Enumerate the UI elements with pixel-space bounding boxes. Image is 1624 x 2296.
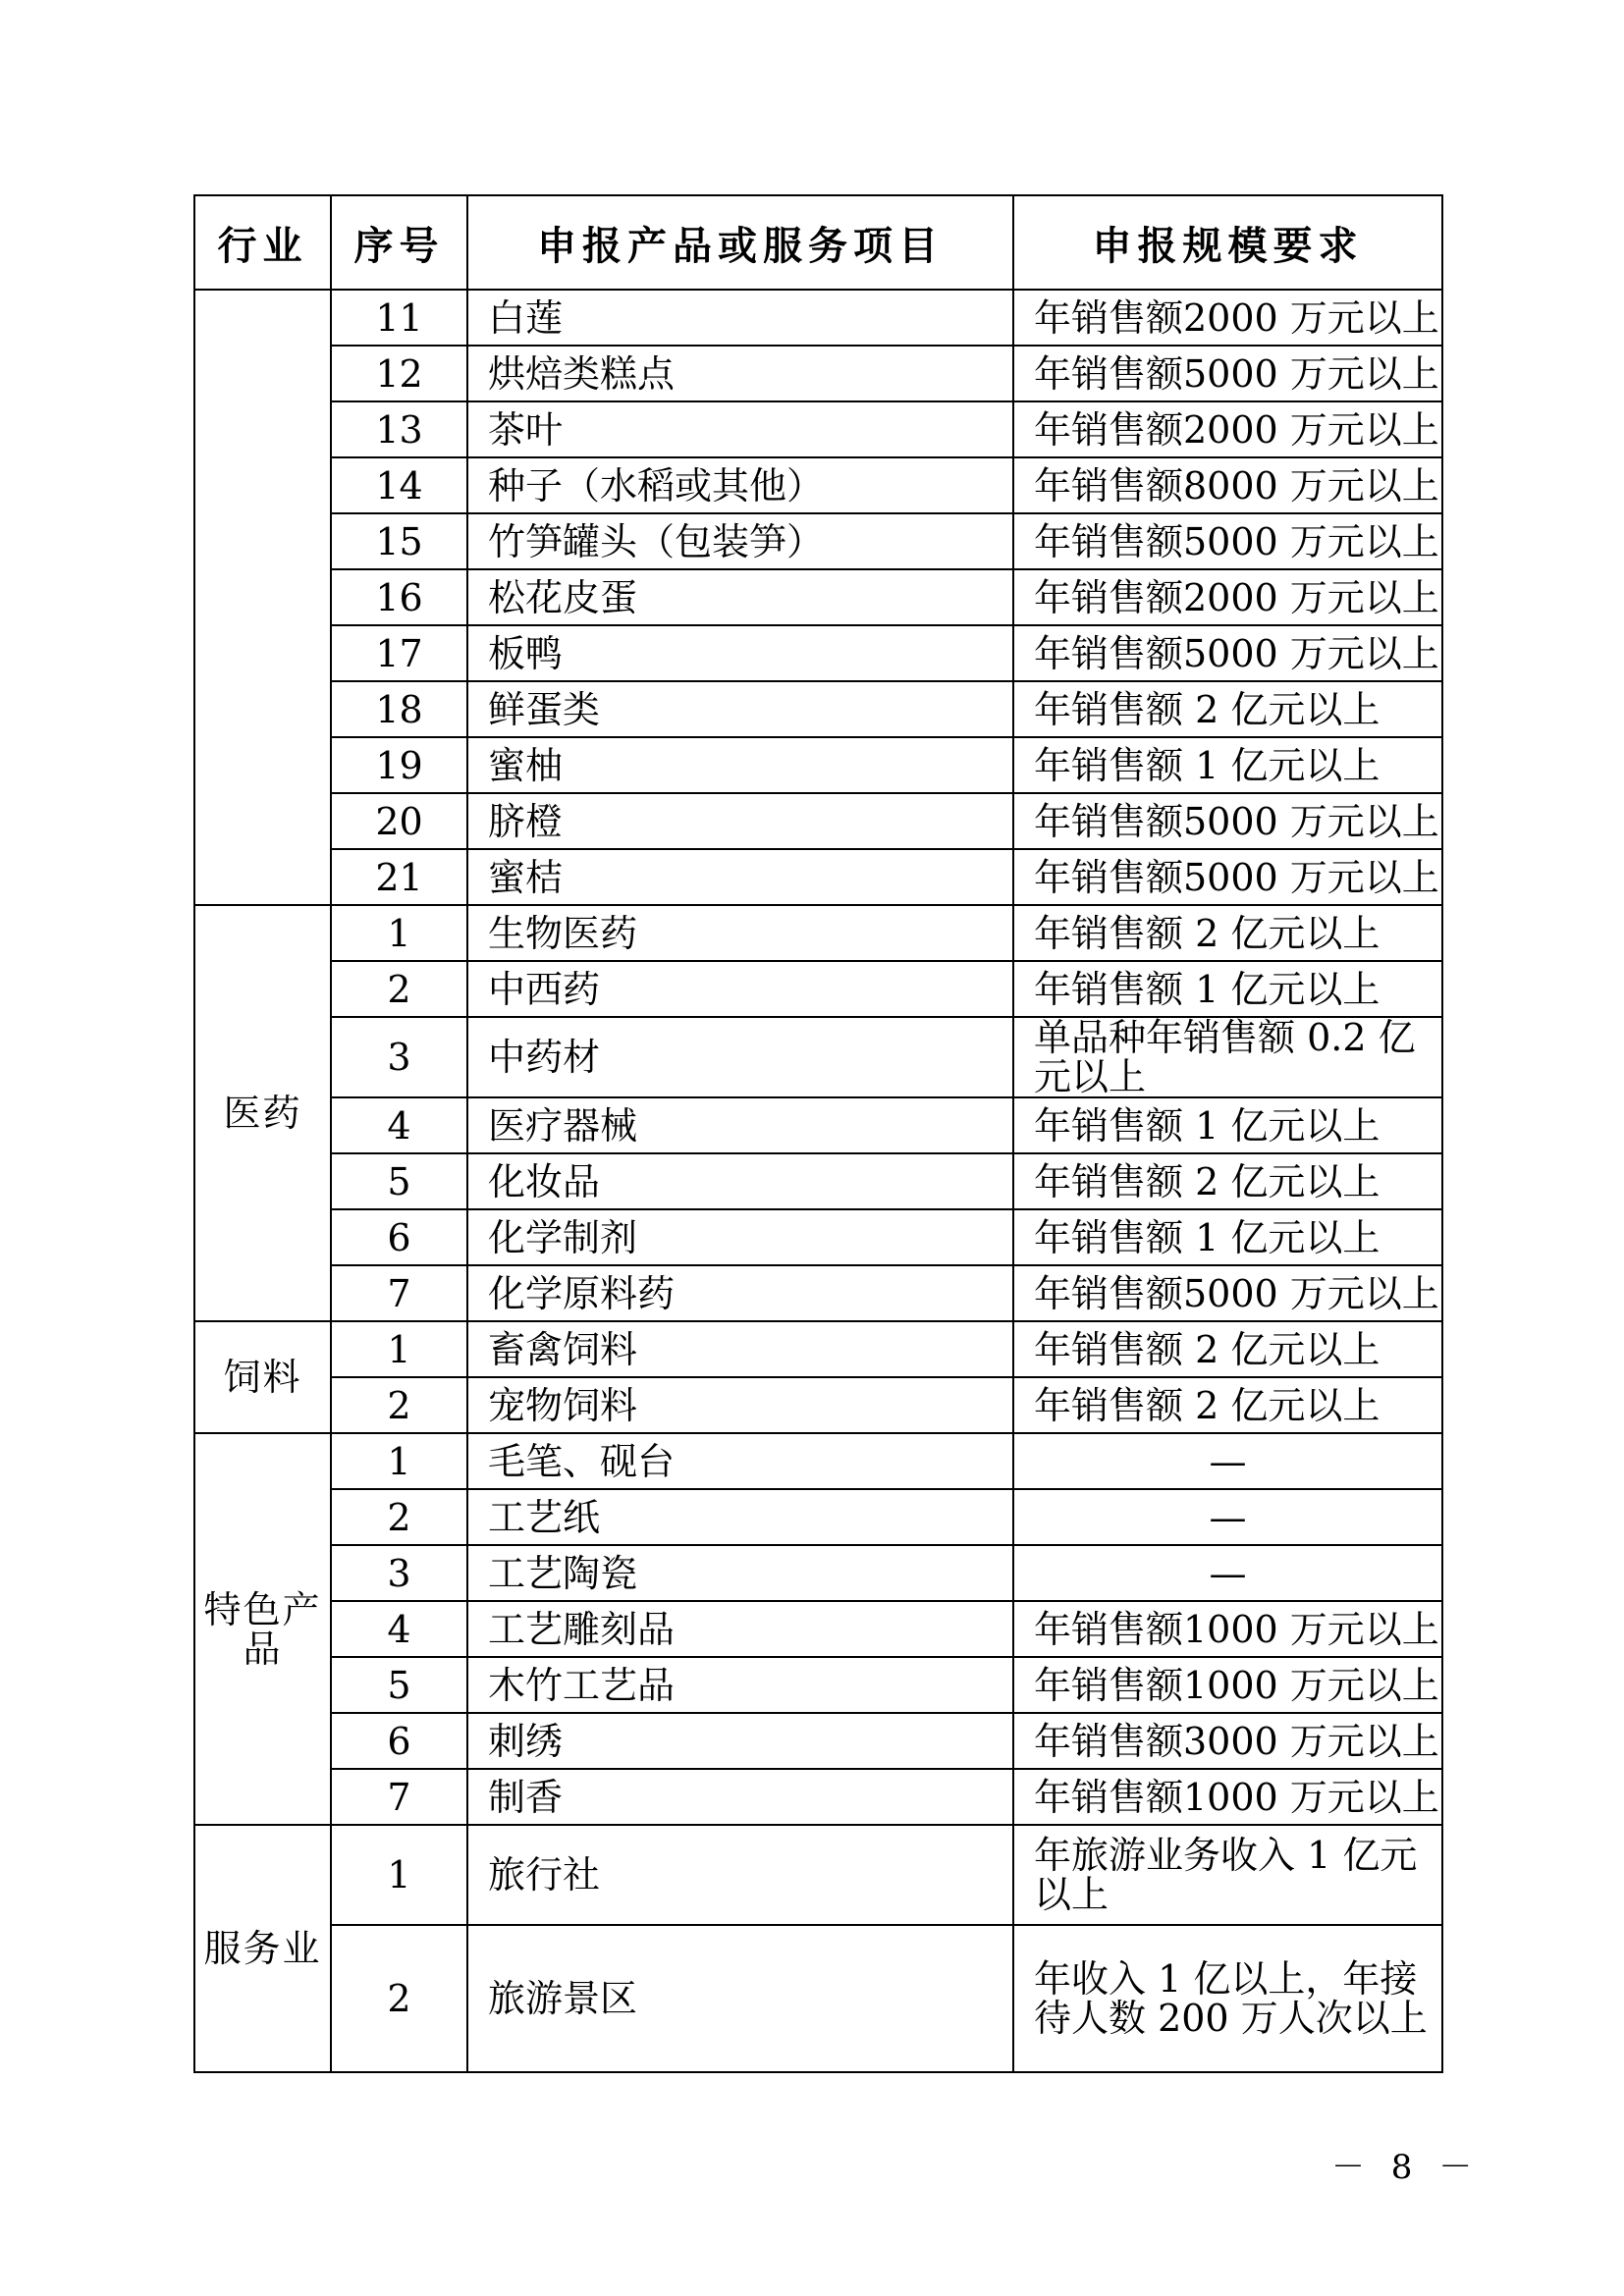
- item-cell: 木竹工艺品: [467, 1657, 1013, 1713]
- number-cell: 1: [331, 905, 467, 961]
- industry-cell: 特色产品: [194, 1433, 331, 1825]
- number-cell: 18: [331, 681, 467, 737]
- number-cell: 6: [331, 1209, 467, 1265]
- number-cell: 21: [331, 849, 467, 905]
- table-row: [194, 1489, 1442, 1545]
- item-cell: 松花皮蛋: [467, 569, 1013, 625]
- number-cell: 19: [331, 737, 467, 793]
- number-cell: 13: [331, 401, 467, 457]
- requirement-cell: 年销售额 2 亿元以上: [1013, 1321, 1442, 1377]
- table-row: [194, 793, 1442, 849]
- item-cell: 工艺纸: [467, 1489, 1013, 1545]
- item-cell: 板鸭: [467, 625, 1013, 681]
- table-row: [194, 569, 1442, 625]
- industry-cell: 饲料: [194, 1321, 331, 1433]
- requirement-cell: 年销售额1000 万元以上: [1013, 1769, 1442, 1825]
- requirement-cell: 年销售额5000 万元以上: [1013, 793, 1442, 849]
- table-row: [194, 1657, 1442, 1713]
- number-cell: 3: [331, 1545, 467, 1601]
- table-body: [194, 290, 1442, 2072]
- requirement-cell: 年销售额 2 亿元以上: [1013, 1153, 1442, 1209]
- requirement-cell: 年销售额5000 万元以上: [1013, 346, 1442, 401]
- number-cell: 4: [331, 1097, 467, 1153]
- number-cell: 7: [331, 1769, 467, 1825]
- item-cell: 旅游景区: [467, 1925, 1013, 2072]
- requirement-cell: 年销售额2000 万元以上: [1013, 401, 1442, 457]
- item-cell: 蜜柚: [467, 737, 1013, 793]
- number-cell: 6: [331, 1713, 467, 1769]
- application-scale-table: [193, 194, 1443, 2073]
- table-row: [194, 1017, 1442, 1097]
- item-cell: 化妆品: [467, 1153, 1013, 1209]
- item-cell: 畜禽饲料: [467, 1321, 1013, 1377]
- requirement-cell: 年销售额5000 万元以上: [1013, 849, 1442, 905]
- requirement-cell: 年销售额2000 万元以上: [1013, 569, 1442, 625]
- table-row: [194, 961, 1442, 1017]
- number-cell: 20: [331, 793, 467, 849]
- header-item: 申报产品或服务项目: [467, 195, 1013, 290]
- item-cell: 中药材: [467, 1017, 1013, 1097]
- table-row: [194, 737, 1442, 793]
- industry-cell: 服务业: [194, 1825, 331, 2072]
- requirement-cell: 年收入 1 亿以上，年接待人数 200 万人次以上: [1013, 1925, 1442, 2072]
- requirement-cell: 年销售额5000 万元以上: [1013, 1265, 1442, 1321]
- table-row: [194, 401, 1442, 457]
- table-row: [194, 905, 1442, 961]
- requirement-cell: 年销售额5000 万元以上: [1013, 625, 1442, 681]
- number-cell: 2: [331, 1377, 467, 1433]
- table-row: [194, 1377, 1442, 1433]
- number-cell: 17: [331, 625, 467, 681]
- requirement-cell: 年销售额1000 万元以上: [1013, 1601, 1442, 1657]
- requirement-cell: 年销售额 1 亿元以上: [1013, 1209, 1442, 1265]
- table-row: [194, 1545, 1442, 1601]
- requirement-cell: 年销售额 1 亿元以上: [1013, 961, 1442, 1017]
- industry-cell: 医药: [194, 905, 331, 1321]
- table-row: [194, 1097, 1442, 1153]
- table-row: [194, 1769, 1442, 1825]
- number-cell: 11: [331, 290, 467, 346]
- table-row: [194, 1153, 1442, 1209]
- table-row: [194, 1321, 1442, 1377]
- number-cell: 1: [331, 1433, 467, 1489]
- item-cell: 化学制剂: [467, 1209, 1013, 1265]
- number-cell: 2: [331, 1925, 467, 2072]
- requirement-cell: 年销售额 2 亿元以上: [1013, 905, 1442, 961]
- table-row: [194, 346, 1442, 401]
- number-cell: 2: [331, 961, 467, 1017]
- table-row: [194, 1433, 1442, 1489]
- item-cell: 刺绣: [467, 1713, 1013, 1769]
- table-row: [194, 290, 1442, 346]
- requirement-cell: 年销售额 1 亿元以上: [1013, 737, 1442, 793]
- table-row: [194, 1925, 1442, 2072]
- item-cell: 中西药: [467, 961, 1013, 1017]
- number-cell: 1: [331, 1321, 467, 1377]
- requirement-cell: 年销售额 2 亿元以上: [1013, 681, 1442, 737]
- item-cell: 脐橙: [467, 793, 1013, 849]
- item-cell: 种子（水稻或其他）: [467, 457, 1013, 513]
- requirement-cell: 年销售额1000 万元以上: [1013, 1657, 1442, 1713]
- number-cell: 15: [331, 513, 467, 569]
- number-cell: 1: [331, 1825, 467, 1925]
- item-cell: 生物医药: [467, 905, 1013, 961]
- number-cell: 4: [331, 1601, 467, 1657]
- number-cell: 5: [331, 1153, 467, 1209]
- item-cell: 工艺陶瓷: [467, 1545, 1013, 1601]
- requirement-cell: 年旅游业务收入 1 亿元以上: [1013, 1825, 1442, 1925]
- item-cell: 鲜蛋类: [467, 681, 1013, 737]
- item-cell: 白莲: [467, 290, 1013, 346]
- item-cell: 制香: [467, 1769, 1013, 1825]
- page-number: － 8 －: [1331, 2148, 1481, 2187]
- requirement-cell: 年销售额5000 万元以上: [1013, 513, 1442, 569]
- number-cell: 3: [331, 1017, 467, 1097]
- table-row: [194, 625, 1442, 681]
- item-cell: 竹笋罐头（包装笋）: [467, 513, 1013, 569]
- number-cell: 14: [331, 457, 467, 513]
- item-cell: 蜜桔: [467, 849, 1013, 905]
- table-row: [194, 1825, 1442, 1925]
- number-cell: 12: [331, 346, 467, 401]
- item-cell: 茶叶: [467, 401, 1013, 457]
- requirement-cell: 年销售额3000 万元以上: [1013, 1713, 1442, 1769]
- requirement-cell: 单品种年销售额 0.2 亿元以上: [1013, 1017, 1442, 1097]
- item-cell: 宠物饲料: [467, 1377, 1013, 1433]
- table-row: [194, 513, 1442, 569]
- number-cell: 16: [331, 569, 467, 625]
- table-row: [194, 1713, 1442, 1769]
- table-row: [194, 457, 1442, 513]
- header-row: [194, 195, 1442, 290]
- item-cell: 工艺雕刻品: [467, 1601, 1013, 1657]
- requirement-cell: —: [1013, 1489, 1442, 1545]
- requirement-cell: —: [1013, 1433, 1442, 1489]
- number-cell: 7: [331, 1265, 467, 1321]
- item-cell: 毛笔、砚台: [467, 1433, 1013, 1489]
- requirement-cell: —: [1013, 1545, 1442, 1601]
- industry-cell: [194, 290, 331, 905]
- header-requirement: 申报规模要求: [1013, 195, 1442, 290]
- header-industry: 行业: [194, 195, 331, 290]
- number-cell: 2: [331, 1489, 467, 1545]
- item-cell: 化学原料药: [467, 1265, 1013, 1321]
- header-number: 序号: [331, 195, 467, 290]
- table-row: [194, 1265, 1442, 1321]
- requirement-cell: 年销售额 2 亿元以上: [1013, 1377, 1442, 1433]
- requirement-cell: 年销售额8000 万元以上: [1013, 457, 1442, 513]
- table-row: [194, 1601, 1442, 1657]
- item-cell: 旅行社: [467, 1825, 1013, 1925]
- table-row: [194, 681, 1442, 737]
- item-cell: 医疗器械: [467, 1097, 1013, 1153]
- requirement-cell: 年销售额2000 万元以上: [1013, 290, 1442, 346]
- requirement-cell: 年销售额 1 亿元以上: [1013, 1097, 1442, 1153]
- table-row: [194, 1209, 1442, 1265]
- number-cell: 5: [331, 1657, 467, 1713]
- table-row: [194, 849, 1442, 905]
- item-cell: 烘焙类糕点: [467, 346, 1013, 401]
